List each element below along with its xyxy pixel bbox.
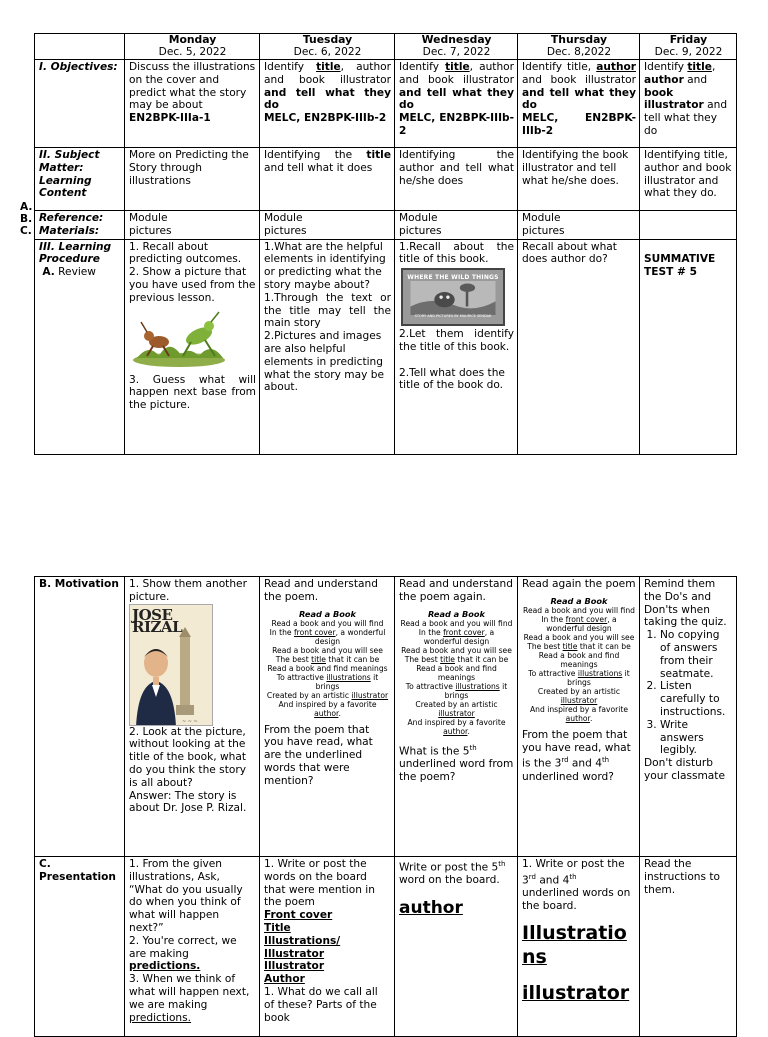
presentation-thursday: 1. Write or post the 3rd and 4th underlined words on the board. Illustrations illustrator: [518, 857, 640, 1037]
subject-tuesday: Identifying the title and tell what it does: [260, 148, 395, 211]
side-letter-c: C.: [20, 225, 32, 237]
procedure-friday: SUMMATIVE TEST # 5: [640, 239, 737, 454]
quiz-rule: 3. Write answers legibly.: [660, 719, 733, 757]
presentation-friday: Read the instructions to them.: [640, 857, 737, 1037]
poem-thursday: Read a Book Read a book and you will find In the front cover, a wonderful design Read a book and you will see The best title that it can be Read a book and find meanings To attractive illustrations it brings Created by an artistic illustrator And inspired by a favorite author.: [523, 595, 635, 723]
subject-friday: Identifying title, author and book illustrator and what they do.: [640, 148, 737, 211]
procedure-label: III. Learning Procedure A. Review: [35, 239, 125, 454]
motivation-tuesday: Read and understand the poem. Read a Book Read a book and you will find In the front cover, a wonderful design Read a book and you will see The best title that it can be Read a book and find meanings To attractive illustrations it brings Created by an artistic illustrator And inspired by a favorite author. From the poem that you have read, what are the underlined words that were mention?: [260, 577, 395, 857]
presentation-wednesday: Write or post the 5th word on the board. author: [395, 857, 518, 1037]
header-empty-cell: [35, 34, 125, 60]
procedure-row: [35, 239, 737, 454]
reference-monday: Module pictures: [125, 211, 260, 240]
reference-row: [35, 211, 737, 240]
book-cover-image: WHERE THE WILD THINGS STORY AND PICTURES BY MAURICE SENDAK: [401, 268, 505, 326]
motivation-friday: Remind them the Do's and Don'ts when taking the quiz. 1. No copying of answers from their seatmate. 2. Listen carefully to instructions. 3. Write answers legibly. Don't disturb your classmate: [640, 577, 737, 857]
procedure-wednesday: 1.Recall about the title of this book. WHERE THE WILD THINGS STORY AND PICTURES BY MAURICE SENDAK 2.Let them identify the title of this book. 2.Tell what does the title of the book do.: [395, 239, 518, 454]
header-wednesday: Wednesday Dec. 7, 2022: [395, 34, 518, 60]
svg-text:~ ~ ~: ~ ~ ~: [182, 718, 198, 725]
lesson-table-bottom: [34, 576, 737, 1037]
reference-thursday: Module pictures: [518, 211, 640, 240]
side-letter-a: A.: [20, 201, 33, 213]
subject-row: [35, 148, 737, 211]
objectives-label: I. Objectives:: [35, 60, 125, 148]
motivation-row: [35, 577, 737, 857]
reference-label: Reference: Materials:: [35, 211, 125, 240]
side-letter-b: B.: [20, 213, 33, 225]
subject-monday: More on Predicting the Story through illustrations: [125, 148, 260, 211]
reference-friday: [640, 211, 737, 240]
presentation-label: C. Presentation: [35, 857, 125, 1037]
header-tuesday: Tuesday Dec. 6, 2022: [260, 34, 395, 60]
big-word-illustrations: Illustrations: [522, 921, 627, 968]
motivation-wednesday: Read and understand the poem again. Read a Book Read a book and you will find In the front cover, a wonderful design Read a book and you will see The best title that it can be Read a book and find meanings To attractive illustrations it brings Created by an artistic illustrator And inspired by a favorite author. What is the 5th underlined word from the poem?: [395, 577, 518, 857]
rizal-portrait-illustration: [130, 627, 213, 726]
quiz-rule: 2. Listen carefully to instructions.: [660, 680, 733, 718]
reference-tuesday: Module pictures: [260, 211, 395, 240]
procedure-monday-step3: 3. Guess what will happen next base from the picture.: [129, 373, 256, 412]
motivation-thursday: Read again the poem Read a Book Read a book and you will find In the front cover, a wonderful design Read a book and you will see The best title that it can be Read a book and find meanings To attractive illustrations it brings Created by an artistic illustrator And inspired by a favorite author. From the poem that you have read, what is the 3rd and 4th underlined word?: [518, 577, 640, 857]
header-thursday: Thursday Dec. 8,2022: [518, 34, 640, 60]
lesson-table-top: [34, 33, 737, 455]
objectives-friday: Identify title, author and book illustrator and tell what they do: [640, 60, 737, 148]
reference-wednesday: Module pictures: [395, 211, 518, 240]
poem-wednesday: Read a Book Read a book and you will find In the front cover, a wonderful design Read a book and you will see The best title that it can be Read a book and find meanings To attractive illustrations it brings Created by an artistic illustrator And inspired by a favorite author.: [400, 608, 513, 736]
presentation-tuesday: 1. Write or post the words on the board that were mention in the poem Front cover Title Illustrations/ Illustrator Illustrator Author 1. What do we call all of these? Parts of the book: [260, 857, 395, 1037]
header-row: [35, 34, 737, 60]
motivation-label: B. Motivation: [35, 577, 125, 857]
subject-thursday: Identifying the book illustrator and tell what he/she does.: [518, 148, 640, 211]
presentation-monday: 1. From the given illustrations, Ask, “What do you usually do when you think of what will happen next?” 2. You're correct, we are making predictions. 3. When we think of what will happen next, we are making predictions.: [125, 857, 260, 1037]
objectives-wednesday: Identify title, author and book illustrator and tell what they do MELC, EN2BPK-IIIb-2: [395, 60, 518, 148]
objectives-tuesday: Identify title, author and book illustrator and tell what they do MELC, EN2BPK-IIIb-2: [260, 60, 395, 148]
quiz-rules-list: [644, 629, 733, 757]
big-word-author: author: [399, 898, 463, 919]
procedure-monday: 1. Recall about predicting outcomes. 2. Show a picture that you have used from the previous lesson. 3. Guess what will happen next base from the picture.: [125, 239, 260, 454]
procedure-thursday: Recall about what does author do?: [518, 239, 640, 454]
motivation-monday: 1. Show them another picture. JOSE RIZAL ~ ~ ~ 2. Look at the picture, without looking at the title of the book, what do you think the story is all about? Answer: The story is about Dr. Jose P. Rizal.: [125, 577, 260, 857]
subject-wednesday: Identifying the author and tell what he/she does: [395, 148, 518, 211]
header-friday: Friday Dec. 9, 2022: [640, 34, 737, 60]
subject-label: II. Subject Matter: Learning Content: [35, 148, 125, 211]
objectives-thursday: Identify title, author and book illustrator and tell what they do MELC, EN2BPK-IIIb-2: [518, 60, 640, 148]
quiz-rule: 1. No copying of answers from their seatmate.: [660, 629, 733, 680]
header-monday: Monday Dec. 5, 2022: [125, 34, 260, 60]
grasshopper-ant-illustration: [129, 308, 229, 368]
objectives-monday: Discuss the illustrations on the cover and predict what the story may be about EN2BPK-IIIa-1: [125, 60, 260, 148]
jose-rizal-book-cover: JOSE RIZAL ~ ~ ~: [129, 604, 213, 726]
big-word-illustrator: illustrator: [522, 981, 630, 1004]
procedure-tuesday: 1.What are the helpful elements in identifying or predicting what the story maybe about? 1.Through the text or the title may tell the main story 2.Pictures and images are also helpful elements in predicting what the story may be about.: [260, 239, 395, 454]
presentation-row: [35, 857, 737, 1037]
objectives-row: [35, 60, 737, 148]
poem-tuesday: Read a Book Read a book and you will find In the front cover, a wonderful design Read a book and you will see The best title that it can be Read a book and find meanings To attractive illustrations it brings Created by an artistic illustrator And inspired by a favorite author.: [266, 608, 389, 718]
